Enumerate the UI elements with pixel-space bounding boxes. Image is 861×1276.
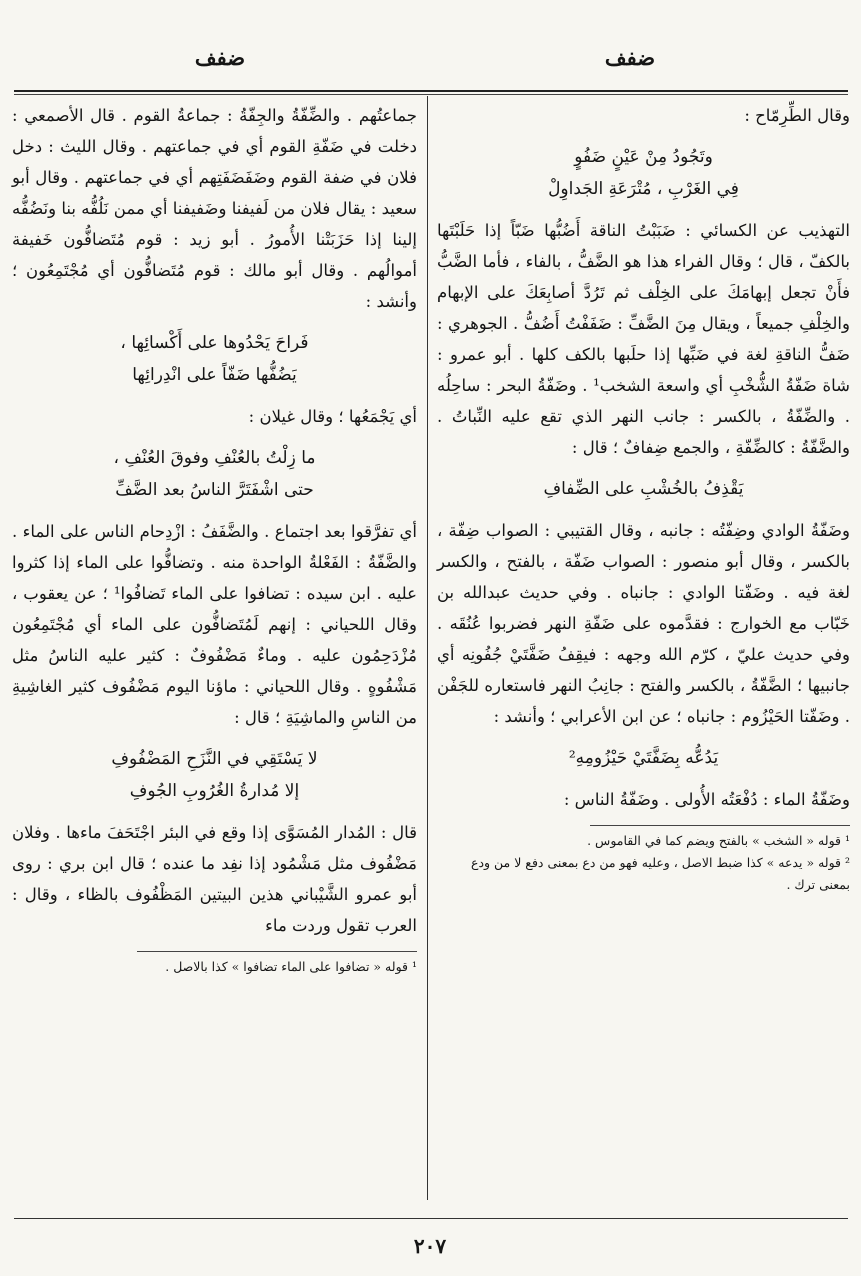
header-rule-thin (14, 94, 848, 95)
page-number: ٢٠٧ (413, 1234, 447, 1258)
verse-line: وتَجُودُ مِنْ عَيْنٍ ضَفُوٍ (574, 147, 713, 167)
verse-line: يَضُفُّها ضَفّاً على انْدِرائِها (132, 365, 297, 385)
paragraph: وضَفّةُ الماء : دُفْعَتُه الأُولى . وضَفّةُ الناس : (563, 790, 850, 809)
verse-block (437, 732, 850, 784)
verse-line: فَراحَ يَحْدُوها على أَكْسائِها ، (120, 333, 309, 353)
header-keyword-right: ضفف (604, 45, 656, 70)
verse-block (12, 317, 417, 401)
paragraph: وضَفّةُ الوادي وضِفّتُه : جانبه ، وقال القتيبي : الصواب ضِفّة ، بالكسر ، وقال أبو منصور : الصواب ضَفّة ، بالفتح ، والكسر لغة فيه . وضَفّتا الوادي : جانباه . وفي حديث عبدالله بن خَبّاب مع الخوارج : فقدَّموه على ضَفّةِ النهر فضربوا عُنُقَه . وفي حديث عليّ ، كرّم الله وجهه : فيقِفُ ضَفَّتَيْ جُفُونِه أي جانبيها ؛ الضَّفّةُ ، بالكسر والفتح : جانِبُ النهر فاستعاره للجَفْن . وضَفّتا الحَيْزُوم : جانباه ؛ عن ابن الأعرابي ؛ وأنشد : (437, 521, 850, 726)
paragraph: أي يَجْمَعُها ؛ وقال غيلان : (248, 407, 417, 426)
column-divider (427, 96, 428, 1200)
paragraph: قال : المُدار المُسَوَّى إذا وقع في البئر اجْتَحَفَ ماءها . وفلان مَضْفُوف مثل مَشْمُود إذا نفِد ما عنده ؛ قال ابن بري : روى أبو عمرو الشَّيْباني هذين البيتين المَظْفُوف بالظاء ، وقال : العرب تقول وردت ماء (12, 823, 417, 935)
footer-rule (14, 1218, 848, 1219)
left-column (12, 100, 417, 978)
footnote: ¹ قوله « الشخب » بالفتح ويضم كما في القاموس . (587, 833, 850, 848)
footnote-rule (137, 951, 417, 952)
verse-line: يَدُعُّه بِضَفَّتَيْ حَيْزُومِهِ² (568, 748, 719, 768)
footnote: ¹ قوله « تضافوا على الماء تضافوا » كذا بالاصل . (165, 959, 417, 974)
verse-line: فِي الغَرْبِ ، مُتْرَعَةِ الجَداوِلْ (548, 179, 739, 199)
right-column (437, 100, 850, 896)
verse-block (437, 131, 850, 215)
paragraph: أي تفرَّقوا بعد اجتماع . والضَّفَفُ : ازْدِحام الناس على الماء . والضَّفّةُ : الفَعْلةُ الواحدة منه . وتضافُّوا على الماء إذا كثروا عليه . ابن سيده : تضافوا على الماء تَضافُوا¹ ؛ عن يعقوب ، وقال اللحياني : إنهم لَمُتَضافُّون على الماء أي مُجْتَمِعُون مُزْدَحِمُون عليه . وماءٌ مَضْفُوفٌ : كثير عليه الناسُ مثل مَشْفُوهٍ . وقال اللحياني : ماؤنا اليوم مَضْفُوف كثير الغاشِيةِ من الناسِ والماشِيَةِ ؛ قال : (12, 522, 417, 727)
intro-line: وقال الطِّرِمّاح : (744, 106, 850, 125)
verse-line: لا يَسْتَقِي في النَّزَحِ المَضْفُوفِ (111, 749, 318, 769)
footnote: ² قوله « يدعه » كذا ضبط الاصل ، وعليه فهو من دع بمعنى دفع لا من ودع بمعنى ترك . (470, 855, 850, 892)
verse-line: ما زِلْتُ بالعُنْفِ وفوقَ العُنْفِ ، (113, 448, 316, 468)
verse-line: حتى اشْفَتَرَّ الناسُ بعد الضَّفِّ (115, 480, 314, 500)
verse-block (12, 733, 417, 817)
header-rule (14, 90, 848, 92)
footnote-rule (590, 825, 850, 826)
paragraph: التهذيب عن الكسائي : ضَبَبْتُ الناقة أَضُبُّها ضَبّاً إذا حَلَبْتَها بالكفّ ، قال ؛ وقال الفراء هذا هو الضَّفُّ ، بالفاء ، فأما الضَّبُّ فأَنْ تجعل إبهامَكَ على الخِلْف ثم تَرُدَّ أصابِعَكَ على الإبهام والخِلْفِ جميعاً ، ويقال مِنَ الضَّفِّ : ضَفَفْتُ أَضُفُّ . الجوهري : ضَفُّ الناقةِ لغة في ضَبِّها إذا حلَبها بالكف كلها . أبو عمرو : شاة ضَفّةُ الشُّخْبِ أي واسعة الشخب¹ . وضَفّةُ البحر : ساحِلُه . والضِّفّةُ ، بالكسر : جانب النهر الذي تقع عليه النِّباتُ . والضَّفّةُ : كالضِّفّةِ ، والجمع ضِفافٌ ؛ قال : (437, 221, 850, 457)
paragraph: جماعتُهم . والضِّفّةُ والجِفّةُ : جماعةُ القوم . قال الأصمعي : دخلت في ضَفّةِ القوم أي في جماعتهم . وقال الليث : دخل فلان في ضفة القوم وضَفَضَفَتِهم أي في جماعتهم . وقال أبو سعيد : يقال فلان من لَفيفنا وضَفيفنا أي ممن نَلُفُّه بنا ونَضُفُّه إلينا إذا حَزَبَتْنا الأُمورُ . أبو زيد : قوم مُتَضافُّون خَفيفة أموالُهم . وقال أبو مالك : قوم مُتَضافُّون أي مُجْتَمِعُون ؛ وأنشد : (12, 106, 417, 311)
header-keyword-left: ضفف (194, 45, 246, 70)
verse-block (12, 432, 417, 516)
verse-line: إلا مُدارةُ الغُرُوبِ الجُوفِ (129, 781, 300, 801)
verse-block (437, 463, 850, 515)
verse-line: يَقْذِفُ بالخُشْبِ على الضِّفافِ (543, 479, 744, 499)
